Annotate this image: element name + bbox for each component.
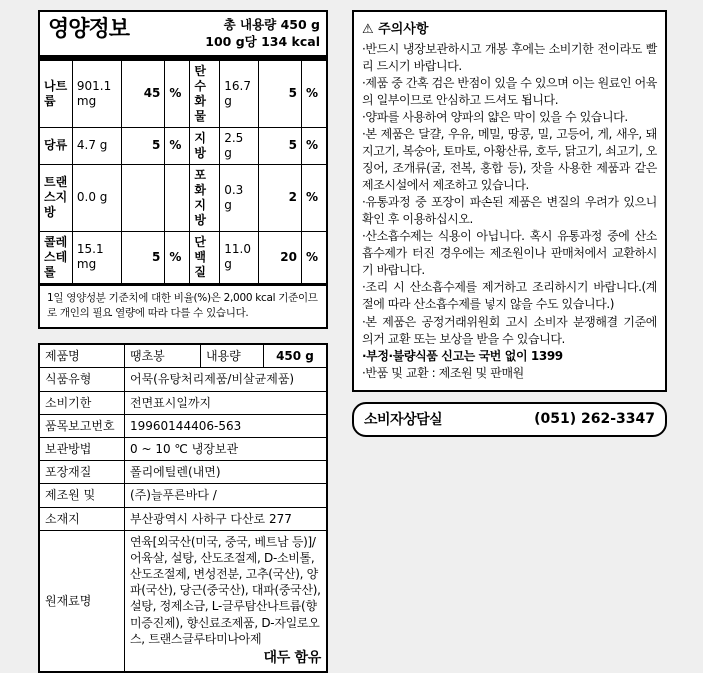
nutrition-title: 영양정보 bbox=[48, 17, 130, 42]
caution-heading: ⚠ 주의사항 bbox=[362, 22, 429, 37]
caution-paragraph: ·양파를 사용하여 양파의 얇은 막이 있을 수 있습니다. bbox=[362, 110, 628, 125]
nutrient-value: 901.1 mg bbox=[72, 61, 122, 128]
nutrient-label: 당류 bbox=[40, 127, 72, 164]
info-key: 품목보고번호 bbox=[40, 414, 125, 437]
info-key: 소비기한 bbox=[40, 391, 125, 414]
nutrient-pct: 5 bbox=[122, 127, 165, 164]
nutrient-pct-unit: % bbox=[302, 127, 327, 164]
info-value: 19960144406-563 bbox=[125, 414, 327, 437]
nutrient-label: 나트륨 bbox=[40, 61, 72, 128]
product-info-panel bbox=[38, 343, 328, 673]
nutrient-pct-unit: % bbox=[165, 231, 190, 283]
nutrient-pct-unit: % bbox=[302, 164, 327, 231]
info-key-product-name: 제품명 bbox=[40, 345, 125, 368]
nutrient-pct bbox=[122, 164, 165, 231]
info-value: 폴리에틸렌(내면) bbox=[125, 461, 327, 484]
nutrient-value: 4.7 g bbox=[72, 127, 122, 164]
nutrient-value: 16.7 g bbox=[220, 61, 259, 128]
nutrient-pct-unit: % bbox=[165, 61, 190, 128]
nutrient-pct: 20 bbox=[259, 231, 302, 283]
nutrient-pct-unit: % bbox=[165, 127, 190, 164]
consumer-call-center bbox=[352, 402, 667, 437]
nutrient-label: 포화지방 bbox=[190, 164, 220, 231]
nutrient-label: 트랜스지방 bbox=[40, 164, 72, 231]
table-row bbox=[40, 127, 326, 164]
info-value-quantity: 450 g bbox=[264, 345, 327, 368]
nutrient-pct: 45 bbox=[122, 61, 165, 128]
caution-paragraph: ·본 제품은 공정거래위원회 고시 소비자 분쟁해결 기준에 의거 교환 또는 보상을 받을 수 있습니다. bbox=[362, 314, 657, 346]
nutrition-footnote: 1일 영양성분 기준치에 대한 비율(%)은 2,000 kcal 기준이므로 개인의 필요 열량에 따라 다를 수 있습니다. bbox=[40, 284, 326, 327]
product-info-table bbox=[40, 345, 326, 671]
table-row bbox=[40, 484, 326, 507]
caution-paragraph: ·유통과정 중 포장이 파손된 제품은 변질의 우려가 있으니 확인 후 이용하십시오. bbox=[362, 195, 657, 227]
nutrient-value: 0.0 g bbox=[72, 164, 122, 231]
nutrient-pct: 5 bbox=[259, 127, 302, 164]
table-row bbox=[40, 414, 326, 437]
nutrient-value: 2.5 g bbox=[220, 127, 259, 164]
nutrition-per-serving: 100 g당 134 kcal bbox=[205, 33, 320, 49]
caution-paragraph: ·본 제품은 달걀, 우유, 메밀, 땅콩, 밀, 고등어, 게, 새우, 돼지고기, 복숭아, 토마토, 아황산류, 호두, 닭고기, 쇠고기, 오징어, 조개류(굴, 전복, 홍합 등), 잣을 사용한 제품과 같은 제조시설에서 제조하고 있습니다. bbox=[362, 127, 657, 193]
info-key: 소재지 bbox=[40, 507, 125, 530]
info-value-product-name: 땡초봉 bbox=[125, 345, 201, 368]
nutrient-value: 0.3 g bbox=[220, 164, 259, 231]
soy-contains-note: 대두 함유 bbox=[263, 650, 321, 666]
caution-paragraph: ·반드시 냉장보관하시고 개봉 후에는 소비기한 전이라도 빨리 드시기 바랍니다. bbox=[362, 42, 657, 74]
nutrient-label: 탄수화물 bbox=[190, 61, 220, 128]
table-row bbox=[40, 368, 326, 391]
nutrient-pct-unit: % bbox=[302, 231, 327, 283]
nutrient-pct-unit bbox=[165, 164, 190, 231]
caution-paragraph: ·제품 중 간혹 검은 반점이 있을 수 있으며 이는 원료인 어육의 일부이므로 안심하고 드셔도 됩니다. bbox=[362, 76, 657, 108]
info-key: 식품유형 bbox=[40, 368, 125, 391]
nutrient-label: 콜레스테롤 bbox=[40, 231, 72, 283]
info-value: 어묵(유탕처리제품/비살균제품) bbox=[125, 368, 327, 391]
right-column bbox=[352, 10, 667, 437]
info-value: 부산광역시 사하구 다산로 277 bbox=[125, 507, 327, 530]
table-row bbox=[40, 391, 326, 414]
table-row bbox=[40, 61, 326, 128]
info-key: 제조원 및 bbox=[40, 484, 125, 507]
caution-report-line: ·부정·불량식품 신고는 국번 없이 1399 bbox=[362, 348, 563, 363]
caution-paragraph: ·산소흡수제는 식용이 아닙니다. 혹시 유통과정 중에 산소흡수제가 터진 경우에는 제조원이나 판매처에서 교환하시기 바랍니다. bbox=[362, 229, 657, 278]
info-value: 전면표시일까지 bbox=[125, 391, 327, 414]
table-row bbox=[40, 164, 326, 231]
nutrient-label: 지방 bbox=[190, 127, 220, 164]
nutrition-header bbox=[40, 12, 326, 61]
nutrient-pct: 2 bbox=[259, 164, 302, 231]
table-row bbox=[40, 461, 326, 484]
table-row bbox=[40, 507, 326, 530]
table-row bbox=[40, 345, 326, 368]
call-center-label: 소비자상담실 bbox=[364, 411, 443, 428]
nutrient-pct: 5 bbox=[259, 61, 302, 128]
nutrient-label: 단백질 bbox=[190, 231, 220, 283]
nutrition-facts-panel bbox=[38, 10, 328, 329]
left-column bbox=[38, 10, 328, 673]
nutrition-total-amount: 총 내용량 450 g bbox=[223, 17, 320, 32]
info-key: 보관방법 bbox=[40, 437, 125, 460]
info-value: 0 ~ 10 ℃ 냉장보관 bbox=[125, 437, 327, 460]
nutrient-value: 11.0 g bbox=[220, 231, 259, 283]
nutrient-pct-unit: % bbox=[302, 61, 327, 128]
table-row bbox=[40, 437, 326, 460]
table-row bbox=[40, 231, 326, 283]
info-key-quantity: 내용량 bbox=[201, 345, 264, 368]
info-value-ingredients: 연육[외국산(미국, 중국, 베트남 등)]/어육살, 설탕, 산도조절제, D-소비톨, 산도조절제, 변성전분, 고추(국산), 양파(국산), 당근(중국산), 대파(중국산), 설탕, 정제소금, L-글루탐산나트륨(향미증진제), 향신료조제품, D-자일로오스, 트랜스글루타미나아제 bbox=[130, 534, 321, 646]
caution-paragraph: ·조리 시 산소흡수제를 제거하고 조리하시기 바랍니다.(계절에 따라 산소흡수제를 넣지 않을 수도 있습니다.) bbox=[362, 280, 657, 312]
nutrient-pct: 5 bbox=[122, 231, 165, 283]
caution-return-line: ·반품 및 교환 : 제조원 및 판매원 bbox=[362, 365, 524, 380]
table-row-ingredients bbox=[40, 530, 326, 671]
info-key-ingredients: 원재료명 bbox=[40, 530, 125, 671]
caution-panel bbox=[352, 10, 667, 392]
call-center-number: (051) 262-3347 bbox=[534, 410, 655, 427]
info-key: 포장재질 bbox=[40, 461, 125, 484]
info-value: (주)늘푸른바다 / bbox=[125, 484, 327, 507]
nutrition-table bbox=[40, 61, 326, 284]
nutrient-value: 15.1 mg bbox=[72, 231, 122, 283]
nutrition-amounts bbox=[139, 12, 326, 55]
